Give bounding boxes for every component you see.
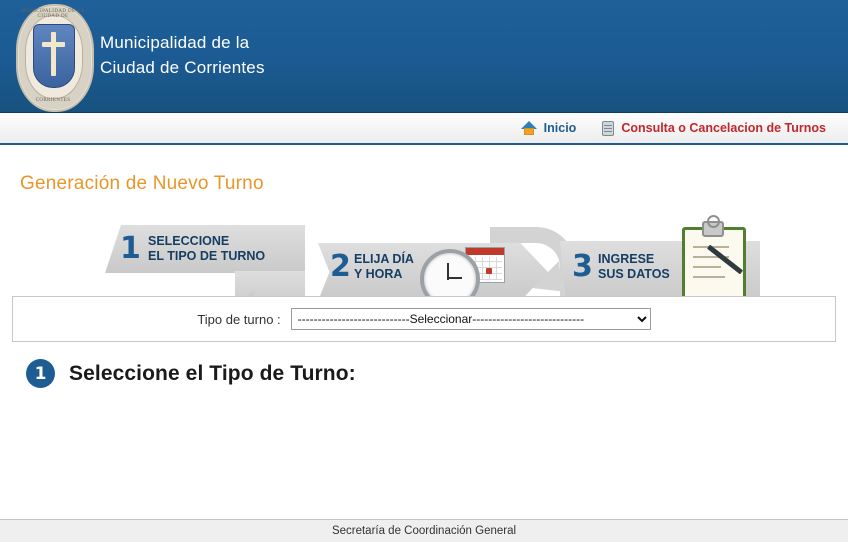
municipality-crest-icon [16,4,90,108]
section-heading [20,359,828,388]
step-1-label-line2: EL TIPO DE TURNO [148,249,266,263]
step-3-number: 3 [572,249,593,284]
step-1-label [148,234,265,264]
organization-name-line1: Municipalidad de la [100,33,250,52]
nav-item-inicio[interactable] [521,121,577,135]
step-3-label-line2: SUS DATOS [598,267,670,281]
organization-name-line2: Ciudad de Corrientes [100,58,265,77]
tipo-turno-label: Tipo de turno : [197,311,281,327]
step-2-label-line2: Y HORA [354,267,403,281]
crest-text-top: MUNICIPALIDAD DE LA CIUDAD DE [21,9,85,19]
crest-cross-vertical [51,32,56,76]
nav-item-consulta-label: Consulta o Cancelacion de Turnos [621,121,826,135]
page-title: Generación de Nuevo Turno [20,173,264,194]
nav-item-inicio-label: Inicio [543,121,577,135]
step-3-label [598,252,670,282]
step-1-label-line1: SELECCIONE [148,234,230,248]
clipboard-ring [707,215,720,228]
main-content [0,173,848,543]
step-1-number: 1 [120,231,141,266]
home-icon [521,121,537,135]
step-2-number: 2 [330,249,351,284]
crest-text-bottom: CORRIENTES [35,98,71,103]
crest-cross-horizontal [42,42,65,47]
step-2-label-line1: ELIJA DÍA [354,252,414,266]
tipo-turno-select[interactable] [291,308,651,330]
site-footer [0,519,848,542]
nav-item-consulta-cancelacion[interactable] [602,121,826,136]
organization-name [100,30,265,80]
top-navigation [0,113,848,145]
document-icon [602,121,614,136]
site-header [0,0,848,113]
tipo-turno-panel [12,296,836,342]
tipo-turno-select-wrap [291,308,651,330]
section-title: Seleccione el Tipo de Turno: [69,361,356,385]
step-badge-1: 1 [26,359,55,388]
footer-text: Secretaría de Coordinación General [331,525,517,537]
step-2-label [354,252,414,282]
step-3-label-line1: INGRESE [598,252,655,266]
